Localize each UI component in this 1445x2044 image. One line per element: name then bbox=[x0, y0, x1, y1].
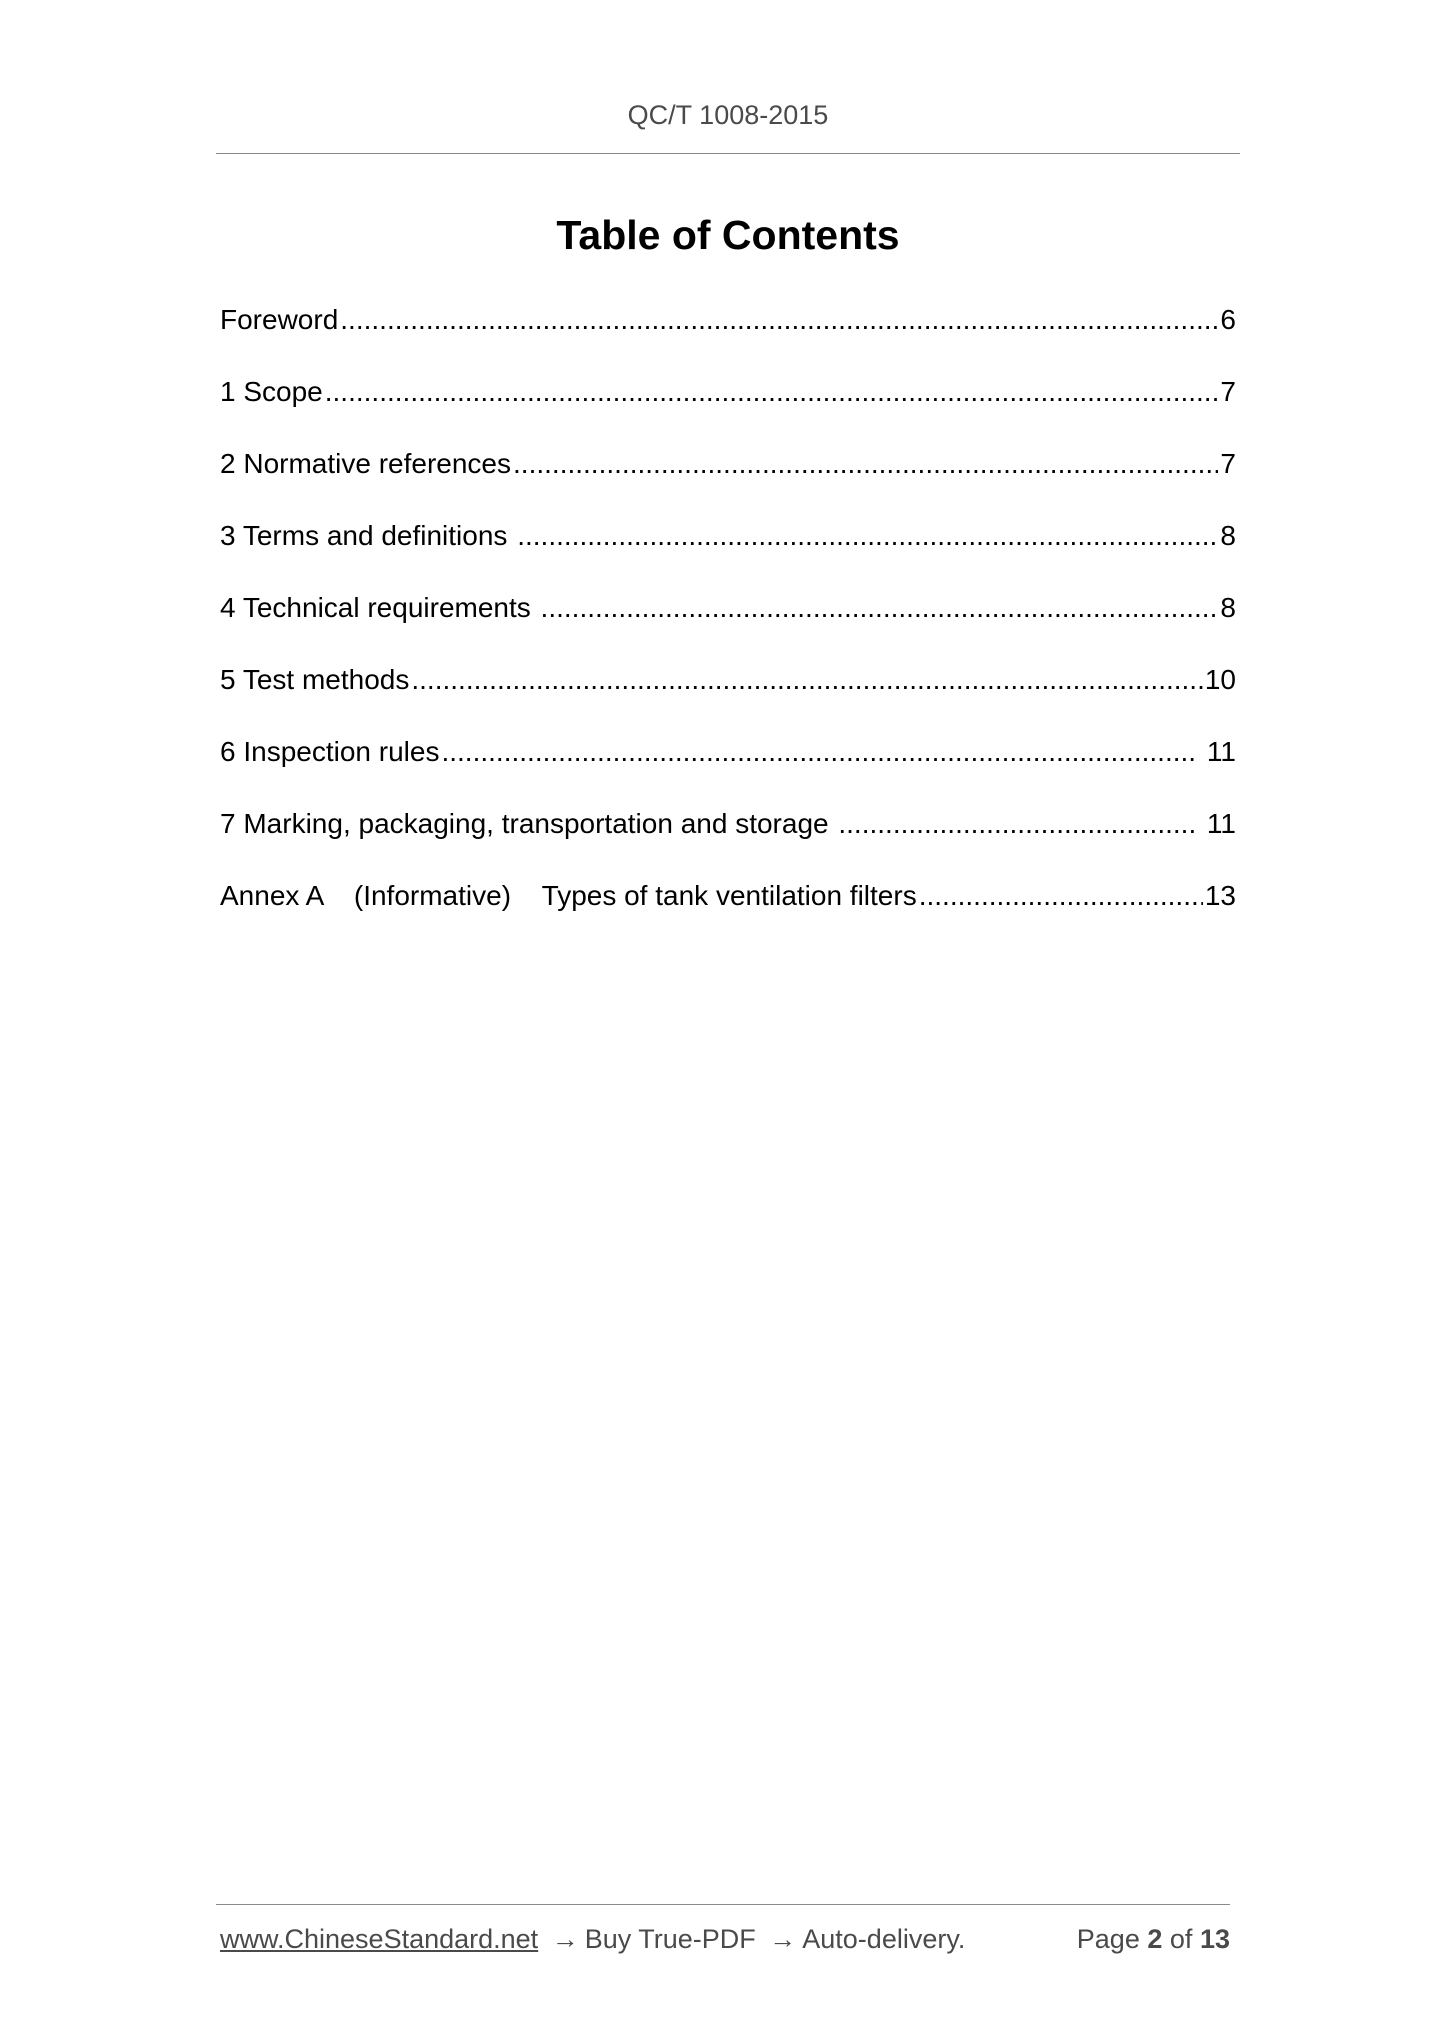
right-arrow-icon: → bbox=[769, 1924, 797, 1954]
toc-entry-annex-a[interactable] bbox=[220, 872, 1236, 944]
toc-entry-page: 7 bbox=[1220, 448, 1236, 479]
toc-entry-page: 8 bbox=[1220, 592, 1236, 623]
toc-entry-label: Foreword bbox=[220, 304, 339, 335]
toc-entry-page: 6 bbox=[1220, 304, 1236, 335]
toc-dot-leader bbox=[838, 800, 1197, 848]
toc-entry-label: 3 Terms and definitions bbox=[220, 520, 516, 551]
toc-dot-leader bbox=[340, 296, 1218, 344]
delivery-text: Auto-delivery. bbox=[802, 1924, 966, 1954]
toc-dot-leader bbox=[411, 656, 1202, 704]
toc-entry-inspection-rules[interactable] bbox=[220, 728, 1236, 800]
toc-entry-technical-requirements[interactable] bbox=[220, 584, 1236, 656]
toc-entry-label: 6 Inspection rules bbox=[220, 736, 440, 767]
toc-entry-label: 7 Marking, packaging, transportation and storage bbox=[220, 808, 837, 839]
toc-dot-leader bbox=[513, 440, 1218, 488]
buy-text: Buy True-PDF bbox=[584, 1924, 756, 1954]
toc-entry-test-methods[interactable] bbox=[220, 656, 1236, 728]
document-code-header: QC/T 1008-2015 bbox=[627, 100, 829, 130]
right-arrow-icon: → bbox=[551, 1924, 579, 1954]
footer-divider bbox=[216, 1904, 1230, 1905]
page-footer bbox=[220, 1924, 1230, 1955]
total-pages-number: 13 bbox=[1199, 1924, 1230, 1954]
toc-entry-page: 11 bbox=[1199, 808, 1236, 839]
header-divider bbox=[216, 153, 1240, 154]
toc-entry-foreword[interactable] bbox=[220, 296, 1236, 368]
page-word: Page bbox=[1076, 1924, 1140, 1954]
toc-entry-label: 1 Scope bbox=[220, 376, 323, 407]
toc-entry-page: 13 bbox=[1204, 880, 1236, 911]
toc-dot-leader bbox=[541, 584, 1219, 632]
toc-list bbox=[220, 296, 1236, 944]
toc-entry-label: 5 Test methods bbox=[220, 664, 410, 695]
toc-title: Table of Contents bbox=[556, 212, 900, 258]
toc-dot-leader bbox=[441, 728, 1197, 776]
site-link[interactable]: www.ChineseStandard.net bbox=[220, 1924, 539, 1954]
of-word: of bbox=[1169, 1924, 1193, 1954]
toc-entry-page: 8 bbox=[1220, 520, 1236, 551]
footer-promo bbox=[220, 1924, 965, 1955]
toc-dot-leader bbox=[517, 512, 1218, 560]
toc-entry-terms-and-definitions[interactable] bbox=[220, 512, 1236, 584]
toc-entry-page: 10 bbox=[1204, 664, 1236, 695]
toc-entry-page: 7 bbox=[1220, 376, 1236, 407]
toc-entry-scope[interactable] bbox=[220, 368, 1236, 440]
current-page-number: 2 bbox=[1147, 1924, 1163, 1954]
toc-entry-label: Annex A (Informative) Types of tank ventilation filters bbox=[220, 880, 917, 911]
toc-entry-normative-references[interactable] bbox=[220, 440, 1236, 512]
toc-entry-label: 2 Normative references bbox=[220, 448, 512, 479]
toc-entry-label: 4 Technical requirements bbox=[220, 592, 539, 623]
toc-dot-leader bbox=[919, 872, 1203, 920]
toc-dot-leader bbox=[325, 368, 1219, 416]
page-counter bbox=[1077, 1924, 1230, 1955]
toc-entry-page: 11 bbox=[1199, 736, 1236, 767]
toc-entry-marking-packaging[interactable] bbox=[220, 800, 1236, 872]
